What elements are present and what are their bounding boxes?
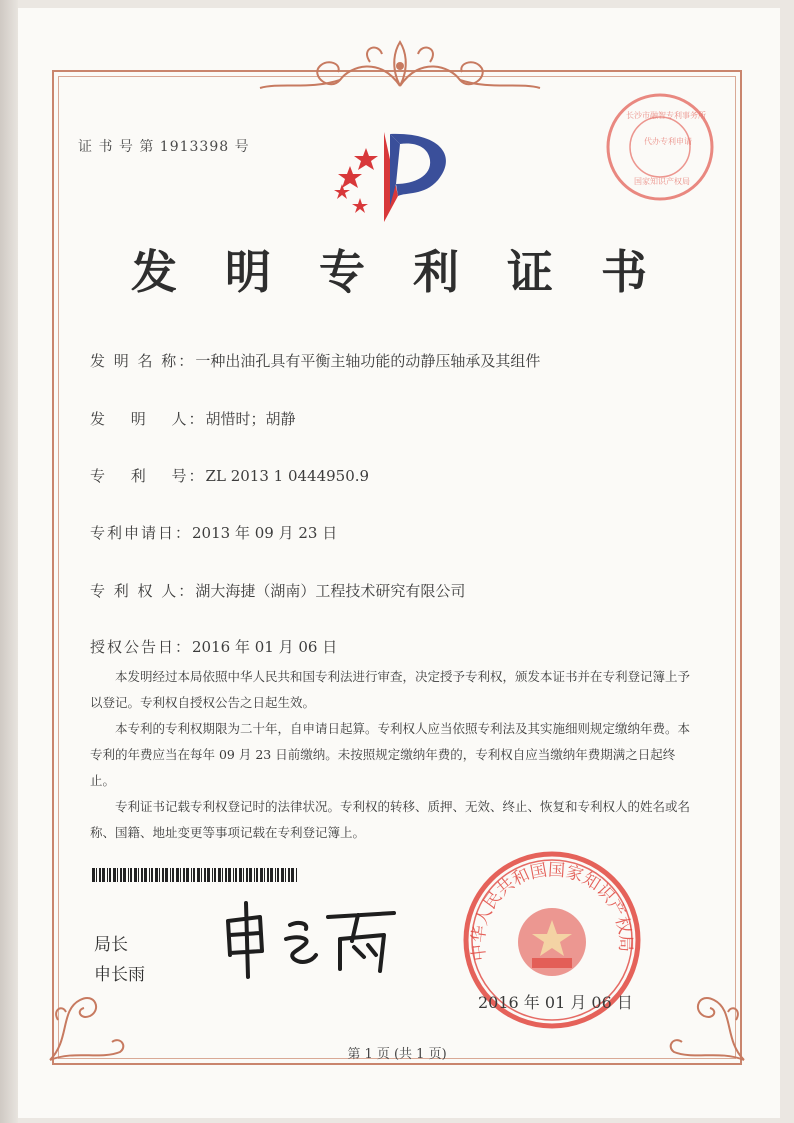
patentee-label: 专 利 权 人： [90, 582, 196, 600]
filing-date-label: 专利申请日： [90, 524, 193, 542]
director-signature [208, 895, 408, 980]
body-paragraph: 本发明经过本局依照中华人民共和国专利法进行审查，决定授予专利权，颁发本证书并在专利登记簿上予以登记。专利权自授权公告之日起生效。 [90, 669, 691, 710]
grant-date-value: 2016 年 01 月 06 日 [192, 638, 338, 656]
body-paragraph: 本专利的专利权期限为二十年，自申请日起算。专利权人应当依照专利法及其实施细则规定缴纳年费。本专利的年费应当在每年 09 月 23 日前缴纳。未按照规定缴纳年费的，专利权自应当缴纳年费期满之日起终止。 [90, 721, 691, 788]
seal-text: 中华人民共和国国家知识产权局 [468, 860, 636, 963]
patent-office-logo [320, 126, 460, 226]
page-number: 第 1 页 (共 1 页) [347, 1047, 447, 1062]
patent-number-label: 专 利 号： [90, 467, 206, 485]
agent-stamp [600, 92, 720, 202]
filing-date-row [90, 522, 337, 543]
invention-name-label: 发 明 名 称： [90, 352, 196, 370]
inventor-value: 胡惜时；胡静 [205, 410, 296, 428]
invention-name-row [90, 350, 540, 371]
svg-text:长沙市融智专利事务所: 长沙市融智专利事务所 [626, 111, 706, 120]
invention-name-value: 一种出油孔具有平衡主轴功能的动静压轴承及其组件 [195, 352, 541, 370]
patent-number-value: ZL 2013 1 0444950.9 [205, 467, 370, 485]
binding-spine [0, 0, 18, 1123]
certificate-title: 发 明 专 利 证 书 [130, 245, 664, 299]
barcode [92, 868, 300, 882]
patentee-row [90, 580, 465, 601]
issue-date: 2016 年 01 月 06 日 [478, 993, 633, 1012]
patentee-value: 湖大海捷（湖南）工程技术研究有限公司 [195, 582, 466, 600]
certificate-body [90, 664, 690, 846]
inventor-row [90, 408, 296, 429]
director-title: 局长 [94, 935, 128, 955]
svg-text:国家知识产权局: 国家知识产权局 [634, 177, 690, 186]
svg-text:代办专利申请: 代办专利申请 [644, 137, 692, 146]
grant-date-label: 授权公告日： [90, 638, 193, 656]
filing-date-value: 2013 年 09 月 23 日 [192, 524, 338, 542]
certificate-number: 证 书 号 第 1913398 号 [78, 139, 250, 155]
grant-date-row [90, 636, 337, 657]
patent-number-row [90, 465, 369, 486]
top-ornament [250, 36, 550, 92]
inventor-label: 发 明 人： [90, 410, 206, 428]
body-paragraph: 专利证书记载专利权登记时的法律状况。专利权的转移、质押、无效、终止、恢复和专利权人的姓名或名称、国籍、地址变更等事项记载在专利登记簿上。 [90, 799, 691, 840]
director-name: 申长雨 [94, 965, 145, 985]
